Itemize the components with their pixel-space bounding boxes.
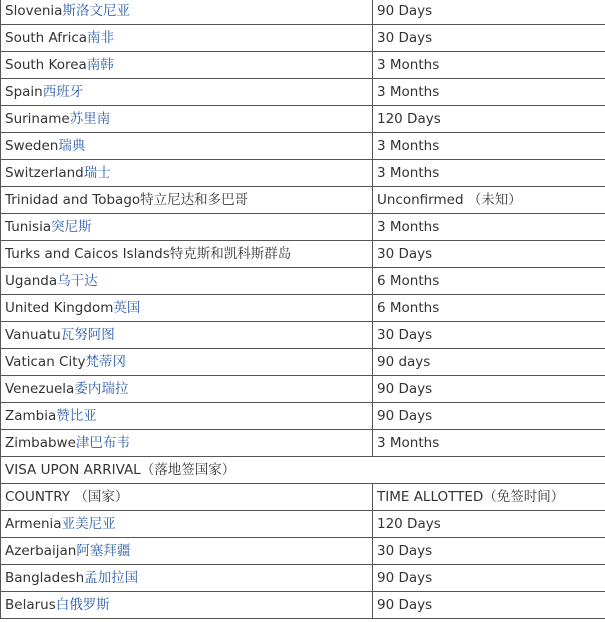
table-row [1, 430, 605, 457]
country-cell [1, 187, 373, 214]
country-name-en: Spain [5, 84, 43, 100]
time-allotted-cell: 3 Months [373, 214, 605, 241]
country-cell [1, 214, 373, 241]
country-name-en: Bangladesh [5, 570, 85, 586]
time-allotted-cell: 90 Days [373, 0, 605, 25]
country-cell [1, 376, 373, 403]
country-cell [1, 295, 373, 322]
time-allotted-cell: 90 Days [373, 403, 605, 430]
table-row [1, 25, 605, 52]
table-row [1, 349, 605, 376]
table-row [1, 295, 605, 322]
time-allotted-cell: 120 Days [373, 106, 605, 133]
country-name-zh-link[interactable]: 委内瑞拉 [74, 381, 129, 397]
country-cell [1, 322, 373, 349]
column-header-country: COUNTRY （国家） [1, 484, 373, 511]
time-allotted-cell: 6 Months [373, 295, 605, 322]
country-name-zh-link[interactable]: 白俄罗斯 [55, 597, 110, 613]
table-row [1, 376, 605, 403]
time-allotted-cell: 30 Days [373, 241, 605, 268]
time-allotted-cell: 3 Months [373, 52, 605, 79]
column-header-time: TIME ALLOTTED（免签时间） [373, 484, 605, 511]
table-row [1, 538, 605, 565]
country-cell [1, 592, 373, 619]
table-row [1, 214, 605, 241]
time-allotted-cell: 90 Days [373, 565, 605, 592]
header-row [1, 484, 605, 511]
country-name-en: Switzerland [5, 165, 84, 181]
country-cell [1, 106, 373, 133]
time-allotted-cell: 6 Months [373, 268, 605, 295]
table-row [1, 0, 605, 25]
country-name-zh-link[interactable]: 瓦努阿图 [60, 327, 115, 343]
country-cell [1, 79, 373, 106]
country-name-en: Vatican City [5, 354, 86, 370]
time-allotted-cell: 90 days [373, 349, 605, 376]
table-row [1, 133, 605, 160]
table-row [1, 106, 605, 133]
country-name-zh-link[interactable]: 梵蒂冈 [85, 354, 127, 370]
country-cell [1, 0, 373, 25]
country-name-zh-link[interactable]: 乌干达 [57, 273, 98, 289]
country-name-zh-link[interactable]: 斯洛文尼亚 [62, 3, 130, 19]
table-row [1, 52, 605, 79]
table-row [1, 565, 605, 592]
country-cell [1, 565, 373, 592]
table-row [1, 187, 605, 214]
table-row [1, 592, 605, 619]
time-allotted-cell: 120 Days [373, 511, 605, 538]
country-name-zh-link[interactable]: 亚美尼亚 [61, 516, 116, 532]
country-name-en: Sweden [5, 138, 59, 154]
country-cell [1, 241, 373, 268]
time-allotted-cell: 90 Days [373, 376, 605, 403]
country-name-en: Uganda [5, 273, 58, 289]
country-name-zh-link[interactable]: 赞比亚 [56, 408, 97, 424]
country-name-zh-link[interactable]: 英国 [113, 300, 141, 316]
table-row [1, 160, 605, 187]
country-cell [1, 25, 373, 52]
time-allotted-cell: 30 Days [373, 322, 605, 349]
country-name-zh-link[interactable]: 阿塞拜疆 [76, 543, 131, 559]
country-cell [1, 160, 373, 187]
country-cell [1, 133, 373, 160]
time-allotted-cell: 90 Days [373, 592, 605, 619]
time-allotted-cell: 3 Months [373, 79, 605, 106]
country-name-en: Trinidad and Tobago特立尼达和多巴哥 [5, 192, 249, 208]
country-name-en: Belarus [5, 597, 56, 613]
visa-table-body [1, 0, 605, 619]
country-cell [1, 403, 373, 430]
country-name-en: South Africa [5, 30, 88, 46]
country-name-zh-link[interactable]: 瑞士 [83, 165, 111, 181]
country-name-zh-link[interactable]: 南韩 [86, 57, 114, 73]
table-row [1, 403, 605, 430]
table-row [1, 322, 605, 349]
table-row [1, 511, 605, 538]
country-name-zh-link[interactable]: 突尼斯 [51, 219, 92, 235]
country-name-en: Slovenia [5, 3, 63, 19]
time-allotted-cell: 30 Days [373, 538, 605, 565]
country-cell [1, 538, 373, 565]
country-name-en: Zambia [5, 408, 57, 424]
country-name-en: Tunisia [5, 219, 52, 235]
country-name-zh-link[interactable]: 苏里南 [69, 111, 111, 127]
section-title-row [1, 457, 605, 484]
country-cell [1, 430, 373, 457]
country-name-en: Azerbaijan [5, 543, 77, 559]
country-name-zh-link[interactable]: 西班牙 [42, 84, 84, 100]
time-allotted-cell: 3 Months [373, 430, 605, 457]
country-name-en: South Korea [5, 57, 87, 73]
table-row [1, 79, 605, 106]
time-allotted-cell: Unconfirmed （未知） [373, 187, 605, 214]
country-cell [1, 511, 373, 538]
country-cell [1, 52, 373, 79]
country-name-en: Vanuatu [5, 327, 61, 343]
country-name-en: Suriname [5, 111, 70, 127]
country-name-zh-link[interactable]: 南非 [87, 30, 115, 46]
time-allotted-cell: 30 Days [373, 25, 605, 52]
table-row [1, 268, 605, 295]
time-allotted-cell: 3 Months [373, 133, 605, 160]
country-name-en: Venezuela [5, 381, 75, 397]
time-allotted-cell: 3 Months [373, 160, 605, 187]
country-name-en: Armenia [5, 516, 62, 532]
country-name-zh-link[interactable]: 津巴布韦 [75, 435, 130, 451]
country-name-en: Turks and Caicos Islands特克斯和凯科斯群岛 [5, 246, 292, 262]
country-name-zh-link[interactable]: 孟加拉国 [84, 570, 139, 586]
country-cell [1, 268, 373, 295]
section-title: VISA UPON ARRIVAL（落地签国家） [1, 457, 605, 484]
country-cell [1, 349, 373, 376]
table-row [1, 241, 605, 268]
country-name-en: United Kingdom [5, 300, 114, 316]
country-name-en: Zimbabwe [5, 435, 76, 451]
country-name-zh-link[interactable]: 瑞典 [58, 138, 86, 154]
